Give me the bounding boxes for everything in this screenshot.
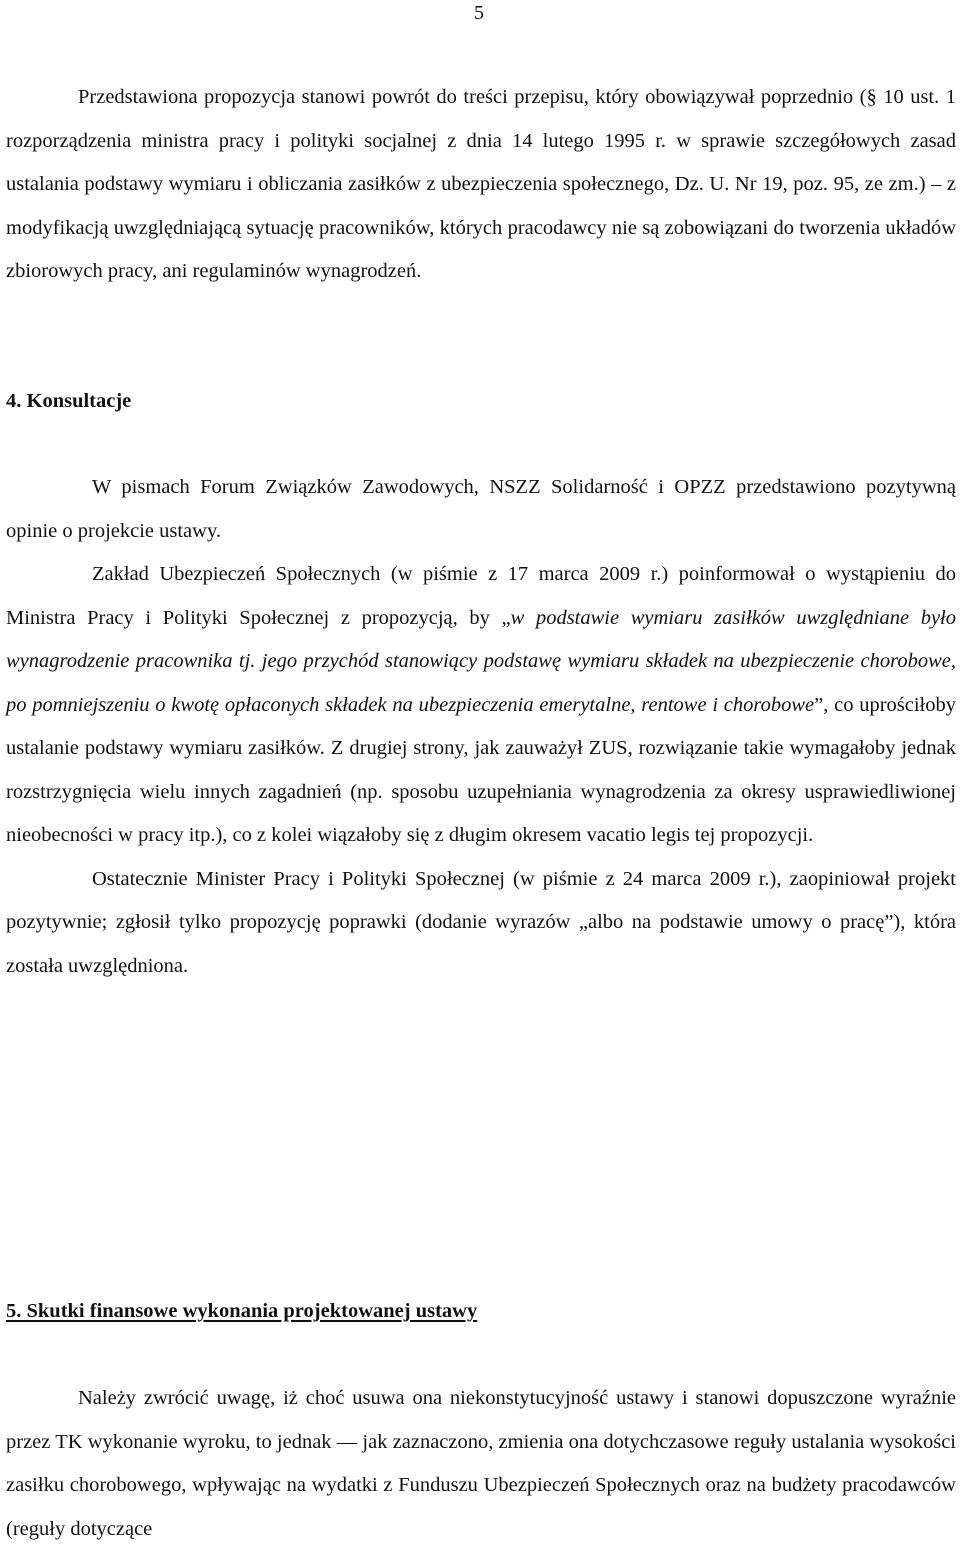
- paragraph: Przedstawiona propozycja stanowi powrót do treści przepisu, który obowiązywał poprzednio (§ 10 ust. 1 rozporządzenia ministra pracy i polityki socjalnej z dnia 14 lutego 1995 r. w sprawie szczegółowych zasad ustalania podstawy wymiaru i obliczania zasiłków z ubezpieczenia społecznego, Dz. U. Nr 19, poz. 95, ze zm.) – z modyfikacją uwzględniającą sytuację pracowników, których pracodawcy nie są zobowiązani do tworzenia układów zbiorowych pracy, ani regulaminów wynagrodzeń.: [6, 86, 956, 282]
- section-heading-5: 5. Skutki finansowe wykonania projektowanej ustawy: [6, 1300, 478, 1322]
- paragraph: W pismach Forum Związków Zawodowych, NSZZ Solidarność i OPZZ przedstawiono pozytywną opinie o projekcie ustawy.: [6, 476, 956, 542]
- paragraph: Należy zwrócić uwagę, iż choć usuwa ona niekonstytucyjność ustawy i stanowi dopuszczone wyraźnie przez TK wykonanie wyroku, to jednak — jak zaznaczono, zmienia ona dotychczasowe reguły ustalania wysokości zasiłku chorobowego, wpływając na wydatki z Funduszu Ubezpieczeń Społecznych oraz na budżety pracodawców (reguły dotyczące: [6, 1387, 956, 1540]
- page-number: 5: [474, 2, 484, 24]
- paragraph-text: ”, co uprościłoby ustalanie podstawy wymiaru zasiłków. Z drugiej strony, jak zauważył ZUS, rozwiązanie takie wymagałoby jednak rozstrzygnięcia wielu innych zagadnień (np. sposobu uzupełniania wynagrodzenia za okresy usprawiedliwionej nieobecności w pracy itp.), co z kolei wiązałoby się z długim okresem vacatio legis tej propozycji.: [6, 693, 956, 846]
- paragraph: Ostatecznie Minister Pracy i Polityki Społecznej (w piśmie z 24 marca 2009 r.), zaopiniował projekt pozytywnie; zgłosił tylko propozycję poprawki (dodanie wyrazów „albo na podstawie umowy o pracę”), która została uwzględniona.: [6, 867, 956, 977]
- paragraph-text: Zakład Ubezpieczeń Społecznych (w piśmie z 17 marca 2009 r.) poinformował o wystąpieniu do Ministra Pracy i Polityki Społecznej z propozycją, by „: [6, 563, 956, 629]
- paragraph: [6, 553, 956, 858]
- intro-section: [6, 76, 956, 294]
- financial-effects-section: [6, 1377, 956, 1551]
- section-heading-4: 4. Konsultacje: [6, 390, 132, 412]
- quoted-proposal: w podstawie wymiaru zasiłków uwzględniane było wynagrodzenie pracownika tj. jego przychód stanowiący podstawę wymiaru składek na ubezpieczenie chorobowe, po pomniejszeniu o kwotę opłaconych składek na ubezpieczenia emerytalne, rentowe i chorobowe: [6, 606, 957, 716]
- consultations-section: [6, 466, 956, 988]
